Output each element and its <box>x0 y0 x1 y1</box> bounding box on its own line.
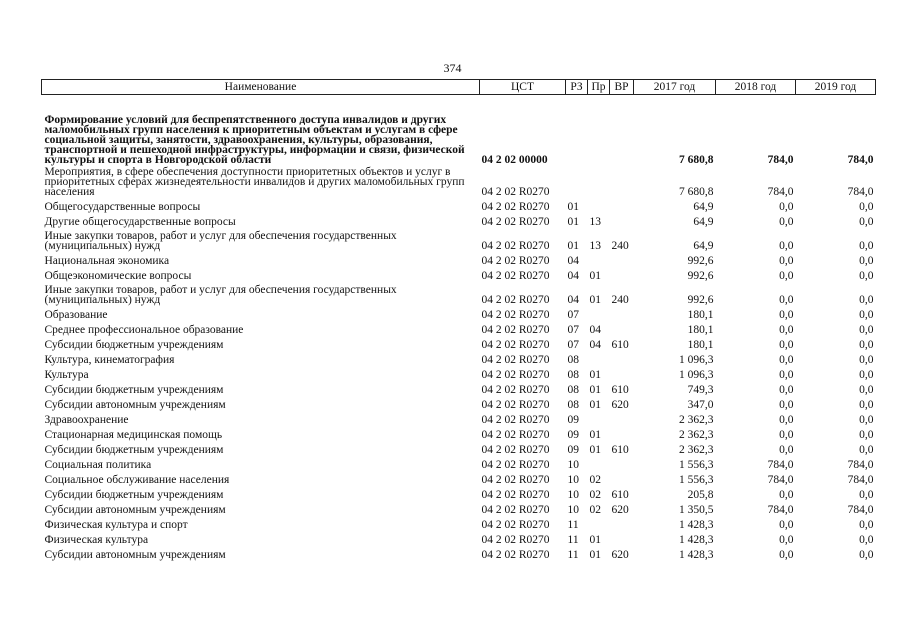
header-2017: 2017 год <box>634 80 716 95</box>
cell-name: Субсидии автономным учреждениям <box>44 503 226 516</box>
cell-cst: 04 2 02 R0270 <box>481 548 550 561</box>
cell-vr <box>610 95 634 165</box>
cell-pr: 01 <box>589 269 601 282</box>
cell-y2019: 0,0 <box>859 443 874 456</box>
cell-vr: 240 <box>611 293 629 306</box>
cell-vr: 610 <box>611 383 629 396</box>
cell-y2019: 0,0 <box>859 293 874 306</box>
cell-name: Мероприятия, в сфере обеспечения доступности приоритетных объектов и услуг в приоритетных сферах жизнедеятельности инвалидов и других маломобильных групп населения <box>44 165 465 198</box>
cell-name: Общеэкономические вопросы <box>44 269 192 282</box>
table-row <box>42 395 876 410</box>
cell-vr <box>610 470 634 485</box>
cell-rz <box>566 95 588 165</box>
cell-rz: 01 <box>567 200 579 213</box>
cell-y2019: 784,0 <box>847 458 874 471</box>
table-body <box>42 95 876 560</box>
cell-name: Субсидии автономным учреждениям <box>44 548 226 561</box>
cell-pr: 04 <box>589 323 601 336</box>
cell-y2018: 0,0 <box>779 269 794 282</box>
cell-name: Субсидии автономным учреждениям <box>44 398 226 411</box>
cell-y2019: 784,0 <box>847 185 874 198</box>
cell-name: Среднее профессиональное образование <box>44 323 244 336</box>
cell-y2018: 0,0 <box>779 533 794 546</box>
table-row <box>42 485 876 500</box>
table-row <box>42 455 876 470</box>
cell-cst: 04 2 02 R0270 <box>481 398 550 411</box>
cell-y2017: 1 096,3 <box>679 368 714 381</box>
cell-y2017: 2 362,3 <box>679 428 714 441</box>
cell-pr: 01 <box>589 383 601 396</box>
cell-y2017: 7 680,8 <box>679 185 714 198</box>
cell-rz: 08 <box>567 353 579 366</box>
cell-vr <box>610 515 634 530</box>
cell-pr: 02 <box>589 473 601 486</box>
cell-pr: 01 <box>589 443 601 456</box>
table-row <box>42 95 876 165</box>
table-row <box>42 530 876 545</box>
cell-y2017: 1 428,3 <box>679 548 714 561</box>
cell-pr: 13 <box>589 239 601 252</box>
cell-y2017: 1 556,3 <box>679 473 714 486</box>
cell-rz: 08 <box>567 383 579 396</box>
cell-cst: 04 2 02 R0270 <box>481 443 550 456</box>
cell-pr <box>588 95 610 165</box>
cell-pr: 01 <box>589 428 601 441</box>
cell-y2017: 1 428,3 <box>679 533 714 546</box>
cell-name: Иные закупки товаров, работ и услуг для обеспечения государственных (муниципальных) нужд <box>44 229 397 252</box>
cell-pr: 02 <box>589 488 601 501</box>
table-row <box>42 212 876 227</box>
cell-name: Физическая культура и спорт <box>44 518 188 531</box>
cell-cst: 04 2 02 R0270 <box>481 428 550 441</box>
cell-name: Здравоохранение <box>44 413 129 426</box>
cell-y2018: 0,0 <box>779 383 794 396</box>
cell-y2018: 0,0 <box>779 323 794 336</box>
cell-y2017: 2 362,3 <box>679 443 714 456</box>
cell-y2018: 0,0 <box>779 488 794 501</box>
cell-cst: 04 2 02 R0270 <box>481 518 550 531</box>
cell-y2019: 0,0 <box>859 413 874 426</box>
cell-y2017: 205,8 <box>687 488 714 501</box>
header-2019: 2019 год <box>796 80 876 95</box>
cell-name: Социальное обслуживание населения <box>44 473 230 486</box>
cell-y2019: 0,0 <box>859 215 874 228</box>
cell-cst: 04 2 02 R0270 <box>481 338 550 351</box>
cell-rz <box>566 165 588 197</box>
table-row <box>42 305 876 320</box>
cell-pr: 04 <box>589 338 601 351</box>
cell-rz: 10 <box>567 503 579 516</box>
cell-y2018: 0,0 <box>779 293 794 306</box>
cell-y2019: 0,0 <box>859 368 874 381</box>
cell-pr: 01 <box>589 548 601 561</box>
cell-vr <box>610 197 634 212</box>
cell-cst: 04 2 02 R0270 <box>481 533 550 546</box>
cell-pr <box>588 165 610 197</box>
cell-name: Другие общегосударственные вопросы <box>44 215 236 228</box>
cell-cst: 04 2 02 R0270 <box>481 323 550 336</box>
cell-y2017: 1 350,5 <box>679 503 714 516</box>
cell-y2018: 0,0 <box>779 239 794 252</box>
cell-rz: 09 <box>567 428 579 441</box>
cell-y2018: 784,0 <box>767 473 794 486</box>
cell-cst: 04 2 02 R0270 <box>481 200 550 213</box>
cell-y2017: 1 096,3 <box>679 353 714 366</box>
cell-vr <box>610 425 634 440</box>
cell-rz: 10 <box>567 488 579 501</box>
cell-cst: 04 2 02 R0270 <box>481 239 550 252</box>
cell-rz: 09 <box>567 413 579 426</box>
cell-name: Субсидии бюджетным учреждениям <box>44 443 224 456</box>
cell-rz: 04 <box>567 293 579 306</box>
cell-y2019: 0,0 <box>859 533 874 546</box>
cell-vr <box>610 212 634 227</box>
table-row <box>42 515 876 530</box>
cell-vr <box>610 455 634 470</box>
cell-name: Социальная политика <box>44 458 152 471</box>
header-rz: РЗ <box>566 80 588 95</box>
cell-y2018: 784,0 <box>767 153 794 166</box>
table-row <box>42 227 876 251</box>
cell-y2018: 0,0 <box>779 443 794 456</box>
table-header <box>42 80 876 95</box>
cell-y2018: 784,0 <box>767 458 794 471</box>
cell-rz: 07 <box>567 338 579 351</box>
budget-table <box>41 79 876 560</box>
header-name: Наименование <box>42 80 480 95</box>
cell-y2019: 0,0 <box>859 518 874 531</box>
cell-y2018: 0,0 <box>779 398 794 411</box>
cell-vr <box>610 165 634 197</box>
cell-y2018: 0,0 <box>779 518 794 531</box>
cell-pr <box>588 515 610 530</box>
cell-rz: 08 <box>567 368 579 381</box>
cell-rz: 10 <box>567 458 579 471</box>
cell-y2018: 0,0 <box>779 428 794 441</box>
cell-y2019: 0,0 <box>859 383 874 396</box>
cell-name: Субсидии бюджетным учреждениям <box>44 383 224 396</box>
cell-vr: 610 <box>611 443 629 456</box>
cell-vr: 620 <box>611 503 629 516</box>
cell-y2017: 64,9 <box>693 215 714 228</box>
cell-pr <box>588 455 610 470</box>
cell-y2017: 180,1 <box>687 308 714 321</box>
cell-rz: 01 <box>567 215 579 228</box>
cell-vr <box>610 305 634 320</box>
table-row <box>42 380 876 395</box>
cell-pr <box>588 251 610 266</box>
cell-cst: 04 2 02 R0270 <box>481 473 550 486</box>
cell-y2019: 784,0 <box>847 473 874 486</box>
cell-cst: 04 2 02 R0270 <box>481 413 550 426</box>
cell-rz: 11 <box>567 533 579 546</box>
cell-y2017: 180,1 <box>687 338 714 351</box>
cell-y2017: 992,6 <box>687 254 714 267</box>
cell-y2017: 180,1 <box>687 323 714 336</box>
cell-vr: 620 <box>611 548 629 561</box>
cell-rz: 11 <box>567 548 579 561</box>
cell-y2018: 0,0 <box>779 353 794 366</box>
cell-y2019: 784,0 <box>847 153 874 166</box>
cell-name: Стационарная медицинская помощь <box>44 428 223 441</box>
header-cst: ЦСТ <box>480 80 566 95</box>
header-vr: ВР <box>610 80 634 95</box>
cell-y2019: 0,0 <box>859 353 874 366</box>
cell-y2017: 749,3 <box>687 383 714 396</box>
cell-y2018: 0,0 <box>779 338 794 351</box>
cell-y2018: 0,0 <box>779 368 794 381</box>
cell-cst: 04 2 02 R0270 <box>481 368 550 381</box>
cell-rz: 04 <box>567 269 579 282</box>
cell-name: Субсидии бюджетным учреждениям <box>44 338 224 351</box>
table-row <box>42 251 876 266</box>
cell-cst: 04 2 02 R0270 <box>481 269 550 282</box>
cell-vr <box>610 530 634 545</box>
cell-rz: 09 <box>567 443 579 456</box>
cell-pr <box>588 350 610 365</box>
table-row <box>42 545 876 560</box>
cell-cst: 04 2 02 R0270 <box>481 458 550 471</box>
cell-vr <box>610 320 634 335</box>
cell-cst: 04 2 02 R0270 <box>481 215 550 228</box>
cell-rz: 10 <box>567 473 579 486</box>
cell-pr: 01 <box>589 398 601 411</box>
header-2018: 2018 год <box>716 80 796 95</box>
cell-y2019: 0,0 <box>859 269 874 282</box>
cell-vr: 610 <box>611 338 629 351</box>
cell-y2019: 0,0 <box>859 548 874 561</box>
cell-y2019: 0,0 <box>859 323 874 336</box>
cell-y2017: 64,9 <box>693 239 714 252</box>
cell-y2017: 1 556,3 <box>679 458 714 471</box>
cell-cst: 04 2 02 R0270 <box>481 254 550 267</box>
cell-pr: 01 <box>589 293 601 306</box>
table-row <box>42 500 876 515</box>
cell-rz: 07 <box>567 308 579 321</box>
cell-y2017: 347,0 <box>687 398 714 411</box>
table-row <box>42 335 876 350</box>
cell-name: Образование <box>44 308 108 321</box>
cell-y2019: 0,0 <box>859 398 874 411</box>
cell-pr: 01 <box>589 533 601 546</box>
cell-cst: 04 2 02 R0270 <box>481 185 550 198</box>
cell-y2017: 1 428,3 <box>679 518 714 531</box>
cell-y2019: 0,0 <box>859 428 874 441</box>
cell-cst: 04 2 02 R0270 <box>481 293 550 306</box>
cell-pr: 13 <box>589 215 601 228</box>
page-number: 374 <box>443 61 462 75</box>
cell-y2019: 0,0 <box>859 200 874 213</box>
cell-pr: 01 <box>589 368 601 381</box>
cell-name: Культура <box>44 368 89 381</box>
cell-rz: 11 <box>567 518 579 531</box>
cell-name: Иные закупки товаров, работ и услуг для обеспечения государственных (муниципальных) нужд <box>44 283 397 306</box>
header-pr: Пр <box>588 80 610 95</box>
cell-y2018: 784,0 <box>767 503 794 516</box>
table-row <box>42 470 876 485</box>
cell-name: Национальная экономика <box>44 254 170 267</box>
cell-y2018: 0,0 <box>779 308 794 321</box>
cell-y2017: 992,6 <box>687 293 714 306</box>
table-row <box>42 425 876 440</box>
cell-rz: 08 <box>567 398 579 411</box>
cell-pr <box>588 410 610 425</box>
cell-y2018: 0,0 <box>779 413 794 426</box>
cell-y2019: 0,0 <box>859 488 874 501</box>
cell-rz: 01 <box>567 239 579 252</box>
cell-vr <box>610 266 634 281</box>
cell-name: Физическая культура <box>44 533 149 546</box>
cell-pr <box>588 305 610 320</box>
cell-y2017: 2 362,3 <box>679 413 714 426</box>
cell-vr <box>610 251 634 266</box>
table-row <box>42 350 876 365</box>
cell-rz: 04 <box>567 254 579 267</box>
cell-cst: 04 2 02 R0270 <box>481 353 550 366</box>
cell-vr <box>610 410 634 425</box>
table-row <box>42 410 876 425</box>
cell-cst: 04 2 02 00000 <box>481 153 548 166</box>
cell-vr: 240 <box>611 239 629 252</box>
cell-name: Формирование условий для беспрепятственного доступа инвалидов и других маломобильных групп населения к приоритетным объектам и услугам в сфере социальной защиты, занятости, здравоохранения, культуры, образования, транспортной и пешеходной инфраструктуры, информации и связи, физической культуры и спорта в Новгородской области <box>44 113 465 166</box>
cell-y2018: 0,0 <box>779 200 794 213</box>
table-row <box>42 165 876 197</box>
table-row <box>42 281 876 305</box>
cell-y2019: 0,0 <box>859 239 874 252</box>
cell-y2018: 784,0 <box>767 185 794 198</box>
cell-cst: 04 2 02 R0270 <box>481 503 550 516</box>
cell-vr: 610 <box>611 488 629 501</box>
cell-name: Культура, кинематография <box>44 353 175 366</box>
cell-y2019: 0,0 <box>859 254 874 267</box>
cell-name: Субсидии бюджетным учреждениям <box>44 488 224 501</box>
cell-vr: 620 <box>611 398 629 411</box>
table-row <box>42 365 876 380</box>
table-row <box>42 266 876 281</box>
cell-y2019: 784,0 <box>847 503 874 516</box>
cell-y2019: 0,0 <box>859 308 874 321</box>
cell-vr <box>610 365 634 380</box>
table-row <box>42 320 876 335</box>
cell-cst: 04 2 02 R0270 <box>481 488 550 501</box>
cell-y2017: 992,6 <box>687 269 714 282</box>
cell-y2018: 0,0 <box>779 548 794 561</box>
cell-rz: 07 <box>567 323 579 336</box>
cell-y2019: 0,0 <box>859 338 874 351</box>
cell-vr <box>610 350 634 365</box>
cell-y2018: 0,0 <box>779 254 794 267</box>
cell-y2018: 0,0 <box>779 215 794 228</box>
cell-cst: 04 2 02 R0270 <box>481 383 550 396</box>
table-row <box>42 197 876 212</box>
table-row <box>42 440 876 455</box>
cell-cst: 04 2 02 R0270 <box>481 308 550 321</box>
cell-pr <box>588 197 610 212</box>
cell-y2017: 7 680,8 <box>679 153 714 166</box>
cell-pr: 02 <box>589 503 601 516</box>
cell-y2017: 64,9 <box>693 200 714 213</box>
cell-name: Общегосударственные вопросы <box>44 200 201 213</box>
